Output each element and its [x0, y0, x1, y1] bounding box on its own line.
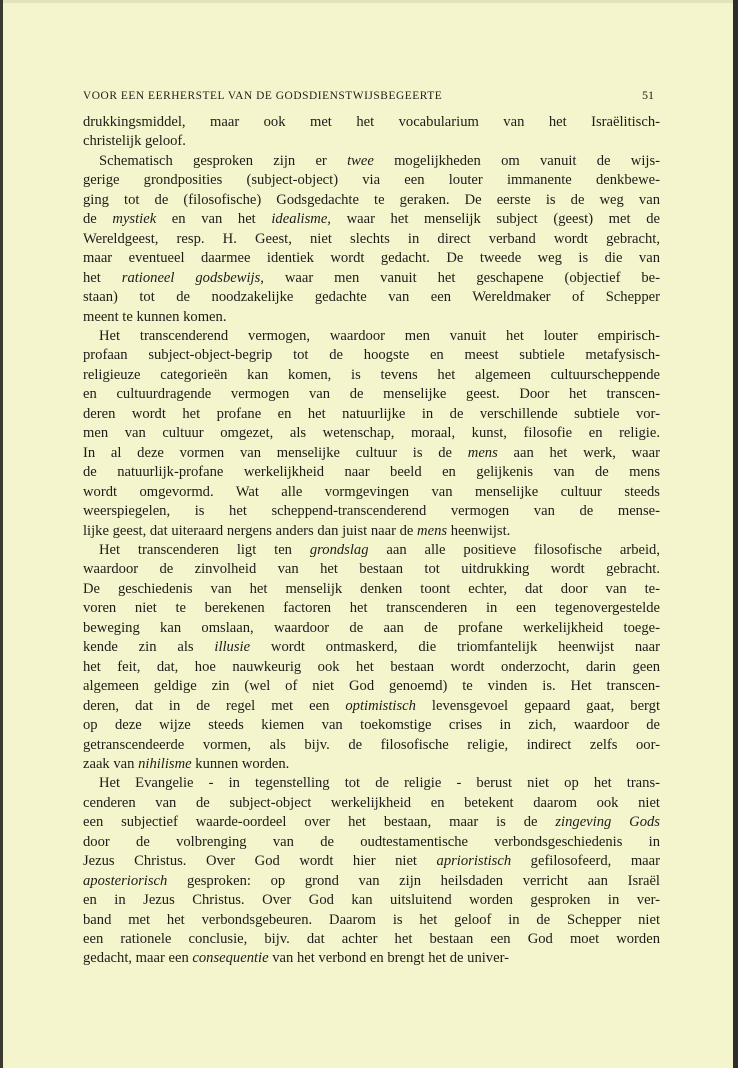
page-number: 51 [642, 88, 654, 102]
text-run: gerige grondposities (subject-object) via een louter immanente denkbewe- [83, 172, 660, 189]
scan-edge-right [733, 0, 738, 1068]
paragraph [83, 541, 660, 774]
scan-edge-top [0, 0, 738, 3]
text-run: aan alle positieve filosofische arbeid, [368, 541, 661, 558]
text-line [83, 541, 660, 560]
text-run: door de volbrenging van de oudtestamentische verbondsgeschiedenis in [83, 833, 660, 850]
text-run: zaak van [83, 755, 139, 772]
emphasis: consequentie [192, 950, 269, 967]
text-line [83, 249, 660, 268]
text-line [83, 891, 660, 910]
text-line [83, 774, 660, 793]
text-run: Het transcenderend vermogen, waardoor men vanuit het louter empirisch- [99, 327, 660, 344]
text-line [83, 230, 660, 249]
text-line [83, 658, 660, 677]
text-run: men van cultuur omgezet, als wetenschap, moraal, kunst, filosofie en religie. [83, 425, 660, 442]
text-run: een rationele conclusie, bijv. dat achter het bestaan een God moet worden [83, 931, 660, 948]
emphasis: twee [347, 152, 374, 169]
text-line [83, 949, 660, 968]
text-run: gedacht, maar een [83, 950, 193, 967]
text-run: een subjectief waarde-oordeel over het bestaan, maar is de [83, 814, 556, 831]
emphasis: idealisme, [271, 211, 331, 228]
text-run: deren wordt het profane en het natuurlijke in de verschillende subtiele vor- [83, 405, 660, 422]
emphasis: illusie [214, 639, 251, 656]
text-run: kende zin als [83, 639, 215, 656]
text-line [83, 191, 660, 210]
text-line [83, 113, 660, 132]
text-line [83, 288, 660, 307]
text-run: Jezus Christus. Over God wordt hier niet [83, 853, 437, 870]
text-run: het [83, 269, 122, 286]
text-run: en van het [156, 211, 272, 228]
text-run: profaan subject-object-begrip tot de hoogste en meest subtiele metafysisch- [83, 347, 660, 364]
text-run: Schematisch gesproken zijn er [99, 152, 348, 169]
text-line [83, 210, 660, 229]
text-line [83, 424, 660, 443]
text-run: wordt omgevormd. Wat alle vormgevingen van menselijke cultuur steeds [83, 483, 660, 500]
text-run: mogelijkheden om vanuit de wijs- [373, 152, 660, 169]
text-run: maar eventueel daarmee identiek wordt gedacht. De tweede weg is die van [83, 250, 660, 267]
text-run: de [83, 211, 113, 228]
running-head-title: VOOR EEN EERHERSTEL VAN DE GODSDIENSTWIJSBEGEERTE [83, 90, 443, 102]
emphasis: nihilisme [138, 755, 192, 772]
text-line [83, 483, 660, 502]
text-run: ging tot de (filosofische) Godsgedachte te geraken. De eerste is de weg van [83, 191, 660, 208]
text-run: band met het verbondsgebeuren. Daarom is het geloof in de Schepper niet [83, 911, 660, 928]
text-run: en cultuurdragende vermogen van de menselijke geest. Door het transcen- [83, 386, 660, 403]
text-run: op deze wijze steeds kiemen van toekomstige crises in zich, waardoor de [83, 717, 660, 734]
text-line [83, 132, 660, 151]
text-run: religieuze categorieën kan komen, is tevens het algemeen cultuurscheppende [83, 366, 660, 383]
text-run: heenwijst. [447, 522, 511, 539]
text-line [83, 269, 660, 288]
text-run: van het verbond en brengt het de univer- [268, 950, 509, 967]
text-run: christelijk geloof. [83, 133, 186, 150]
text-run: gefilosofeerd, maar [511, 853, 660, 870]
text-run: het feit, dat, hoe nauwkeurig ook het bestaan wordt onderzocht, darin geen [83, 658, 660, 675]
text-line [83, 813, 660, 832]
text-run: waar het menselijk subject (geest) met de [330, 211, 660, 228]
text-run: levensgevoel gepaard gaat, bergt [415, 697, 660, 714]
text-run: kunnen worden. [191, 755, 290, 772]
book-page [83, 88, 660, 969]
text-run: Het transcenderen ligt ten [99, 541, 310, 558]
paragraph [83, 327, 660, 541]
text-line [83, 716, 660, 735]
emphasis: grondslag [309, 541, 369, 558]
emphasis: mens [467, 444, 498, 461]
text-line [83, 911, 660, 930]
text-run: In al deze vormen van menselijke cultuur is de [83, 444, 468, 461]
body-text [83, 113, 660, 969]
text-line [83, 580, 660, 599]
text-line [83, 502, 660, 521]
text-run: en in Jezus Christus. Over God kan uitsluitend worden gesproken in ver- [83, 892, 660, 909]
text-line [83, 619, 660, 638]
text-line [83, 638, 660, 657]
text-line [83, 171, 660, 190]
emphasis: aprioristisch [436, 853, 512, 870]
text-line [83, 852, 660, 871]
text-run: waardoor de zinvolheid van het bestaan tot uitdrukking wordt gebracht. [83, 561, 660, 578]
text-run: Het Evangelie - in tegenstelling tot de religie - berust niet op het trans- [99, 775, 660, 792]
emphasis: aposteriorisch [83, 872, 168, 889]
text-run: staan) tot de noodzakelijke gedachte van een Wereldmaker of Schepper [83, 289, 660, 306]
scan-edge-left [0, 0, 3, 1068]
text-run: deren, dat in de regel met een [83, 697, 346, 714]
text-run: getranscendeerde vormen, als bijv. de filosofische religie, indirect zelfs oor- [83, 736, 660, 753]
text-run: gesproken: op grond van zijn heilsdaden verricht aan Israël [167, 872, 660, 889]
text-line [83, 677, 660, 696]
text-line [83, 405, 660, 424]
emphasis: mens [417, 522, 448, 539]
text-line [83, 599, 660, 618]
emphasis: rationeel godsbewijs, [121, 269, 264, 286]
text-run: lijke geest, dat uiteraard nergens anders dan juist naar de [83, 522, 418, 539]
text-run: beweging kan omslaan, waardoor de aan de profane werkelijkheid toege- [83, 619, 660, 636]
text-line [83, 930, 660, 949]
emphasis: mystiek [112, 211, 157, 228]
text-run: voren niet te berekenen factoren het transcenderen in een tegenovergestelde [83, 600, 660, 617]
text-line [83, 366, 660, 385]
text-run: aan het werk, waar [497, 444, 660, 461]
text-line [83, 872, 660, 891]
text-run: de natuurlijk-profane werkelijkheid naar beeld en gelijkenis van de mens [83, 464, 660, 481]
paragraph [83, 774, 660, 969]
text-line [83, 385, 660, 404]
emphasis: optimistisch [345, 697, 416, 714]
text-run: drukkingsmiddel, maar ook met het vocabularium van het Israëlitisch- [83, 114, 660, 130]
text-line [83, 308, 660, 327]
paragraph [83, 113, 660, 152]
text-line [83, 522, 660, 541]
text-line [83, 327, 660, 346]
text-run: meent te kunnen komen. [83, 308, 227, 325]
text-run: De geschiedenis van het menselijk denken toont echter, dat door van te- [83, 580, 660, 597]
text-line [83, 463, 660, 482]
text-run: waar men vanuit het geschapene (objectief be- [263, 269, 660, 286]
text-run: weerspiegelen, is het scheppend-transcenderend vermogen van de mense- [83, 503, 660, 520]
text-line [83, 794, 660, 813]
text-line [83, 697, 660, 716]
text-run: Wereldgeest, resp. H. Geest, niet slechts in direct verband wordt gebracht, [83, 230, 660, 247]
running-head [83, 88, 660, 102]
text-line [83, 444, 660, 463]
text-line [83, 152, 660, 171]
text-run: algemeen geldige zin (wel of niet God genoemd) te vinden is. Het transcen- [83, 678, 660, 695]
text-line [83, 736, 660, 755]
text-run: wordt ontmaskerd, die triomfantelijk heenwijst naar [250, 639, 660, 656]
emphasis: zingeving Gods [555, 814, 660, 831]
text-line [83, 833, 660, 852]
text-run: cenderen van de subject-object werkelijkheid en betekent daarom ook niet [83, 794, 660, 811]
text-line [83, 755, 660, 774]
paragraph [83, 152, 660, 327]
text-line [83, 560, 660, 579]
text-line [83, 346, 660, 365]
